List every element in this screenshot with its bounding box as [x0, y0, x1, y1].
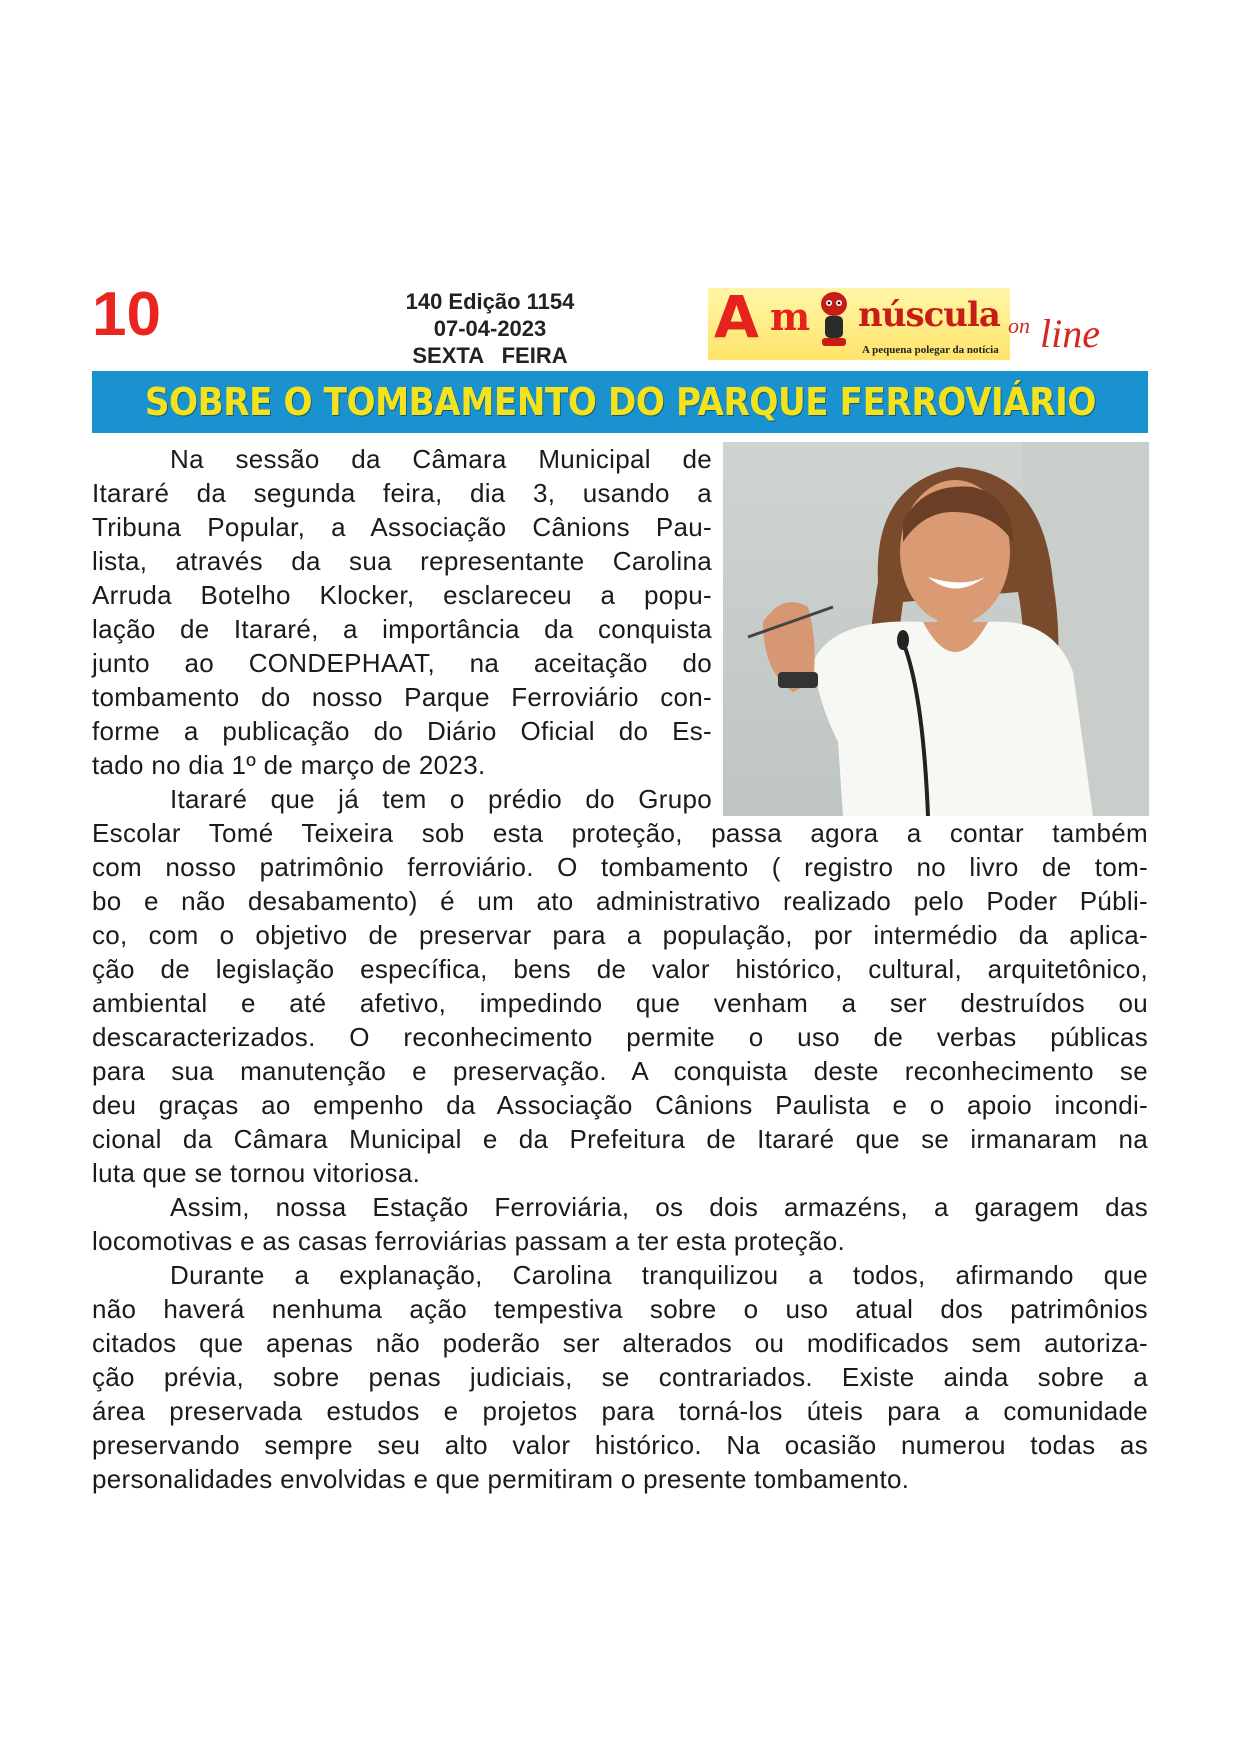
article-line: com nosso patrimônio ferroviário. O tombamento ( registro no livro de tom- — [92, 852, 1148, 882]
article-title: SOBRE O TOMBAMENTO DO PARQUE FERROVIÁRIO — [144, 380, 1096, 424]
article-line: lista, através da sua representante Carolina — [92, 546, 712, 576]
article-line: cional da Câmara Municipal e da Prefeitura de Itararé que se irmanaram na — [92, 1124, 1148, 1154]
newspaper-masthead — [708, 284, 1168, 368]
logo-online-on: on — [1008, 313, 1030, 338]
logo-tagline: A pequena polegar da notícia — [862, 344, 999, 356]
edition-line: 140 Edição 1154 — [405, 289, 575, 314]
article-line: não haverá nenhuma ação tempestiva sobre o uso atual dos patrimônios — [92, 1294, 1148, 1324]
article-line: Escolar Tomé Teixeira sob esta proteção, passa agora a contar também — [92, 818, 1148, 848]
article-line: descaracterizados. O reconhecimento permite o uso de verbas públicas — [92, 1022, 1148, 1052]
logo-online — [1008, 311, 1100, 356]
article-line: ção prévia, sobre penas judiciais, se contrariados. Existe ainda sobre a — [92, 1362, 1148, 1392]
article-line: Itararé da segunda feira, dia 3, usando a — [92, 478, 712, 508]
article-line: Itararé que já tem o prédio do Grupo — [170, 784, 712, 814]
article-line: locomotivas e as casas ferroviárias passam a ter esta proteção. — [92, 1226, 846, 1256]
article-line: junto ao CONDEPHAAT, na aceitação do — [92, 648, 712, 678]
article-line: luta que se tornou vitoriosa. — [92, 1158, 421, 1188]
article-line: deu graças ao empenho da Associação Cânions Paulista e o apoio incondi- — [92, 1090, 1148, 1120]
logo-letter-a: A — [714, 283, 757, 351]
article-line: bo e não desabamento) é um ato administrativo realizado pelo Poder Públi- — [92, 886, 1148, 916]
article-line: Arruda Botelho Klocker, esclareceu a popu- — [92, 580, 712, 610]
logo-online-line: line — [1040, 311, 1100, 356]
article-line: área preservada estudos e projetos para torná-los úteis para a comunidade — [92, 1396, 1148, 1426]
article-line: citados que apenas não poderão ser alterados ou modificados sem autoriza- — [92, 1328, 1148, 1358]
article-line: personalidades envolvidas e que permitiram o presente tombamento. — [92, 1464, 910, 1494]
article-line: ambiental e até afetivo, impedindo que venham a ser destruídos ou — [92, 988, 1148, 1018]
article-line: Assim, nossa Estação Ferroviária, os dois armazéns, a garagem das — [170, 1192, 1148, 1222]
edition-weekday: SEXTA FEIRA — [412, 343, 568, 368]
logo-word: núscula — [858, 295, 1000, 335]
speaker-photo — [723, 442, 1149, 816]
article-title-banner — [92, 371, 1148, 433]
article-line: Tribuna Popular, a Associação Cânions Pau- — [92, 512, 712, 542]
article-line: lação de Itararé, a importância da conquista — [92, 614, 712, 644]
article-line: preservando sempre seu alto valor histórico. Na ocasião numerou todas as — [92, 1430, 1148, 1460]
article-line: ção de legislação específica, bens de valor histórico, cultural, arquitetônico, — [92, 954, 1148, 984]
logo-letter-m: m — [770, 294, 811, 339]
page-number: 10 — [92, 280, 161, 349]
article-line: tombamento do nosso Parque Ferroviário con- — [92, 682, 712, 712]
edition-date: 07-04-2023 — [433, 316, 547, 341]
article-line: Durante a explanação, Carolina tranquilizou a todos, afirmando que — [170, 1260, 1148, 1290]
article-line: para sua manutenção e preservação. A conquista deste reconhecimento se — [92, 1056, 1148, 1086]
edition-info — [340, 288, 640, 369]
article-line: tado no dia 1º de março de 2023. — [92, 750, 486, 780]
mascot-icon — [814, 290, 854, 352]
article-line: co, com o objetivo de preservar para a população, por intermédio da aplica- — [92, 920, 1148, 950]
article-line: Na sessão da Câmara Municipal de — [170, 444, 712, 474]
article-line: forme a publicação do Diário Oficial do Es- — [92, 716, 712, 746]
